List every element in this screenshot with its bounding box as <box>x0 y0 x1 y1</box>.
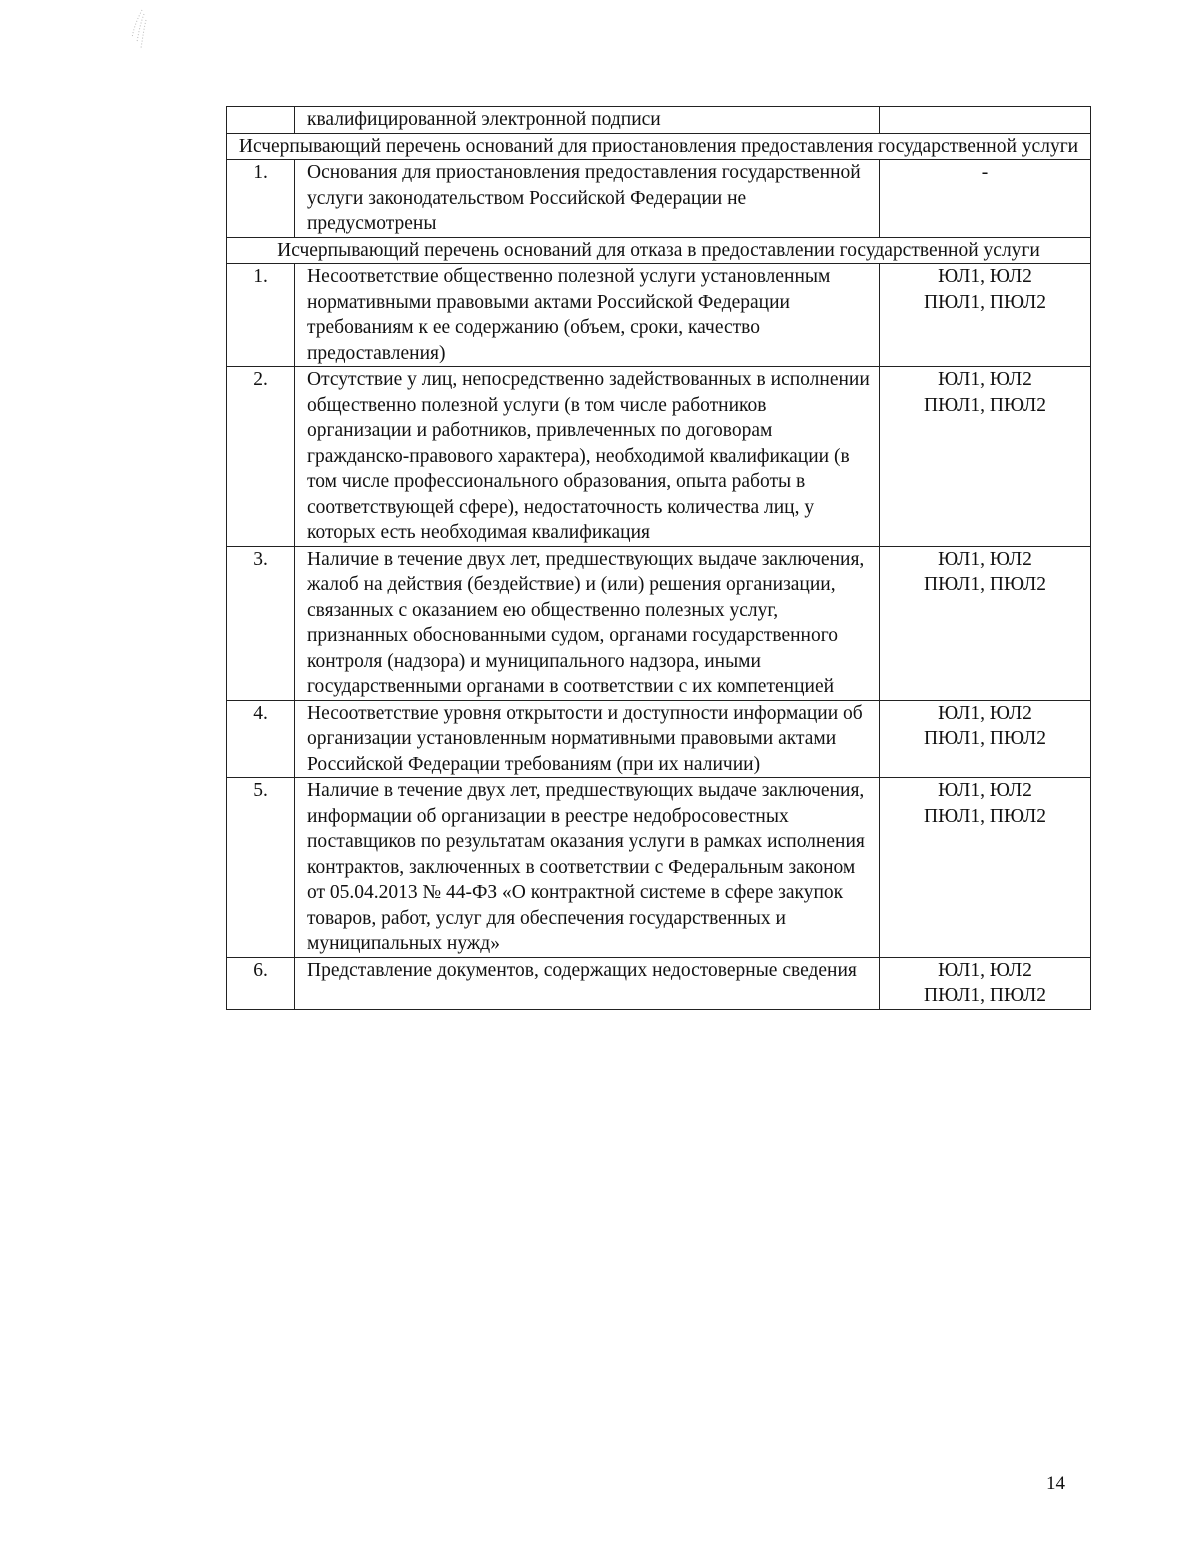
scan-artifact-mark <box>128 8 154 68</box>
section-header-row <box>227 237 1091 264</box>
row-codes-cell <box>880 160 1091 238</box>
applicant-codes-line: ЮЛ1, ЮЛ2 <box>938 369 1032 390</box>
row-codes-cell <box>880 778 1091 958</box>
row-text-cell: Основания для приостановления предоставления государственной услуги законодательством Российской Федерации не предусмотрены <box>295 160 880 238</box>
table-row <box>227 264 1091 367</box>
row-number-cell: 1. <box>227 160 295 238</box>
section-header-row <box>227 133 1091 160</box>
section-header-refusal: Исчерпывающий перечень оснований для отказа в предоставлении государственной услуги <box>227 237 1091 264</box>
row-number-cell <box>227 107 295 134</box>
row-text-cell: квалифицированной электронной подписи <box>295 107 880 134</box>
row-text-cell: Наличие в течение двух лет, предшествующих выдаче заключения, жалоб на действия (бездействие) и (или) решения организации, связанных с оказанием ею общественно полезных услуг, признанных обоснованными судом, органами государственного контроля (надзора) и муниципального надзора, иными государственными органами в соответствии с их компетенцией <box>295 546 880 700</box>
applicant-codes-line: ПЮЛ1, ПЮЛ2 <box>923 728 1046 749</box>
section-header-suspension: Исчерпывающий перечень оснований для приостановления предоставления государственной услуги <box>227 133 1091 160</box>
row-number-cell: 6. <box>227 957 295 1009</box>
applicant-codes-line: ЮЛ1, ЮЛ2 <box>938 959 1032 981</box>
table-row <box>227 546 1091 700</box>
row-codes-cell <box>880 107 1091 134</box>
grounds-table <box>226 106 1091 1010</box>
table-row <box>227 160 1091 238</box>
applicant-codes-line: ПЮЛ1, ПЮЛ2 <box>923 291 1046 313</box>
applicant-codes-line: ПЮЛ1, ПЮЛ2 <box>923 574 1046 595</box>
row-number-cell: 4. <box>227 700 295 778</box>
row-text-cell: Несоответствие общественно полезной услуги установленным нормативными правовыми актами Российской Федерации требованиям к ее содержанию (объем, сроки, качество предоставления) <box>295 264 880 367</box>
applicant-codes-line: ПЮЛ1, ПЮЛ2 <box>923 985 1046 1006</box>
applicant-codes-line: - <box>981 162 989 183</box>
table-row-continuation <box>227 107 1091 134</box>
row-codes-cell <box>880 367 1091 547</box>
page-number: 14 <box>1046 1473 1065 1494</box>
row-codes-cell <box>880 957 1091 1009</box>
row-number-cell: 1. <box>227 264 295 367</box>
table-row <box>227 700 1091 778</box>
row-text-cell: Отсутствие у лиц, непосредственно задействованных в исполнении общественно полезной услуги (в том числе работников организации и работников, привлеченных по договорам гражданско-правового характера), необходимой квалификации (в том числе профессионального образования, опыта работы в соответствующей сфере), недостаточность количества лиц, у которых есть необходимая квалификация <box>295 367 880 547</box>
table-row <box>227 367 1091 547</box>
table-row <box>227 778 1091 958</box>
row-number-cell: 5. <box>227 778 295 958</box>
applicant-codes-line: ЮЛ1, ЮЛ2 <box>938 702 1032 724</box>
applicant-codes-line: ЮЛ1, ЮЛ2 <box>938 780 1032 801</box>
row-codes-cell <box>880 546 1091 700</box>
applicant-codes-line: ЮЛ1, ЮЛ2 <box>938 266 1032 287</box>
table-row <box>227 957 1091 1009</box>
applicant-codes-line: ПЮЛ1, ПЮЛ2 <box>923 805 1046 827</box>
applicant-codes-line: ЮЛ1, ЮЛ2 <box>938 548 1032 570</box>
row-text-cell: Наличие в течение двух лет, предшествующих выдаче заключения, информации об организации в реестре недобросовестных поставщиков по результатам оказания услуги в рамках исполнения контрактов, заключенных в соответствии с Федеральным законом от 05.04.2013 № 44-ФЗ «О контрактной системе в сфере закупок товаров, работ, услуг для обеспечения государственных и муниципальных нужд» <box>295 778 880 958</box>
row-number-cell: 2. <box>227 367 295 547</box>
row-text-cell: Несоответствие уровня открытости и доступности информации об организации установленным нормативными правовыми актами Российской Федерации требованиям (при их наличии) <box>295 700 880 778</box>
grounds-table-body <box>227 107 1091 1010</box>
row-codes-cell <box>880 264 1091 367</box>
row-number-cell: 3. <box>227 546 295 700</box>
row-text-cell: Представление документов, содержащих недостоверные сведения <box>295 957 880 1009</box>
applicant-codes-line: ПЮЛ1, ПЮЛ2 <box>923 394 1046 416</box>
row-codes-cell <box>880 700 1091 778</box>
